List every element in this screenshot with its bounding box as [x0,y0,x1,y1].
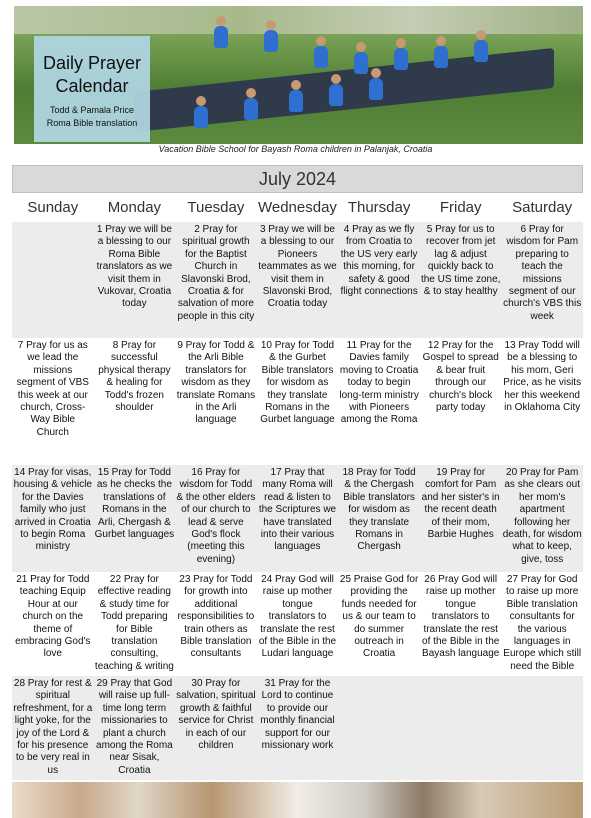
photo-child [329,84,343,106]
weekday-thursday: Thursday [347,199,411,216]
weekday-tuesday: Tuesday [187,199,245,216]
calendar-day-21: 21 Pray for Todd teaching Equip Hour at our church on the theme of embracing God's love [15,574,91,660]
title-line-2: Calendar [55,76,129,96]
calendar-day-14: 14 Pray for visas, housing & vehicle for the Davies family who just arrived in Croatia to begin Roma ministry [12,465,94,572]
photo-background [14,6,583,34]
calendar-day-20: 20 Pray for Pam as she clears out her mom's apartment following her death, for wisdom what to keep, give, toss [501,465,583,572]
photo-child [194,106,208,128]
photo-child [214,26,228,48]
weekday-monday: Monday [107,199,162,216]
calendar-day-16: 16 Pray for wisdom for Todd & the other elders of our church to lead & serve God's flock (meeting this evening) [175,465,257,572]
photo-child [369,78,383,100]
calendar-day-19: 19 Pray for comfort for Pam and her sister's in the recent death of their mom, Barbie Hughes [420,465,502,572]
calendar-day-10: 10 Pray for Todd & the Gurbet Bible translators for wisdom as they translate Romans in the Gurbet language [260,340,335,426]
calendar-cell-empty [420,676,502,780]
calendar-cell-empty [12,222,94,338]
calendar-day-31: 31 Pray for the Lord to continue to provide our monthly financial support for our missionary work [257,676,339,780]
calendar-day-7: 7 Pray for us as we lead the missions segment of VBS this week at our church, Cross-Way Bible Church [16,340,89,438]
calendar-day-26: 26 Pray God will raise up mother tongue translators to translate the rest of the Bible in the Bayash language [422,574,500,660]
month-title: July 2024 [12,165,583,193]
calendar-day-1: 1 Pray we will be a blessing to our Roma Bible translators as we visit them in Vukovar, Croatia today [94,222,176,338]
calendar-day-25: 25 Praise God for providing the funds needed for us & our team to do summer outreach in Croatia [339,574,419,660]
title-text [34,52,150,98]
title-line-1: Daily Prayer [42,53,142,73]
calendar-day-5: 5 Pray for us to recover from jet lag & adjust quickly back to the US time zone, & to stay healthy [420,222,502,338]
footer-photo-strip [12,782,583,818]
photo-child [474,40,488,62]
calendar-day-8: 8 Pray for successful physical therapy & healing for Todd's frozen shoulder [98,340,171,414]
photo-child [314,46,328,68]
calendar-day-24: 24 Pray God will raise up mother tongue translators to translate the rest of the Bible in the Ludari language [258,574,337,660]
calendar-day-9: 9 Pray for Todd & the Arli Bible translators for wisdom as they translate Romans in the Arli language [176,340,256,426]
calendar-day-28: 28 Pray for rest & spiritual refreshment, for a light yoke, for the joy of the Lord & for his presence to be very real in us [12,676,94,780]
photo-child [289,90,303,112]
calendar-day-15: 15 Pray for Todd as he checks the translations of Romans in the Arli, Chergash & Gurbet languages [94,465,176,572]
calendar-day-13: 13 Pray Todd will be a blessing to his mom, Geri Price, as he visits her this weekend in Oklahoma City [503,340,582,414]
calendar-day-3: 3 Pray we will be a blessing to our Pioneers teammates as we visit them in Slavonski Brod, Croatia today [257,222,339,338]
weekday-wednesday: Wednesday [257,199,337,216]
calendar-day-6: 6 Pray for wisdom for Pam preparing to teach the missions segment of our church's VBS this week [501,222,583,338]
calendar-day-17: 17 Pray that many Roma will read & listen to the Scriptures we have translated into their various languages [257,465,339,572]
calendar-day-27: 27 Pray for God to raise up more Bible translation consultants for the various languages in Europe which still need the Bible [503,574,582,672]
calendar-day-30: 30 Pray for salvation, spiritual growth & faithful service for Christ in each of our children [175,676,257,780]
calendar-cell-empty [338,676,420,780]
photo-child [264,30,278,52]
photo-child [434,46,448,68]
subtitle-text [34,104,150,130]
weekday-sunday: Sunday [27,199,79,216]
calendar-day-4: 4 Pray as we fly from Croatia to the US very early this morning, for safety & good flight connections [338,222,420,338]
weekday-friday: Friday [439,199,482,216]
photo-caption: Vacation Bible School for Bayash Roma children in Palanjak, Croatia [158,144,433,154]
calendar-day-29: 29 Pray that God will raise up full-time long term missionaries to plant a church among the Roma near Sisak, Croatia [94,676,176,780]
calendar-day-18: 18 Pray for Todd & the Chergash Bible translators for wisdom as they translate Romans in Chergash [338,465,420,572]
photo-child [244,98,258,120]
project-name: Roma Bible translation [46,118,138,128]
calendar-day-11: 11 Pray for the Davies family moving to Croatia today to begin long-term ministry with Pioneers among the Roma [339,340,419,426]
photo-child [354,52,368,74]
header-photo [14,6,583,144]
calendar-day-2: 2 Pray for spiritual growth for the Baptist Church in Slavonski Brod, Croatia & for salvation of more people in this city [175,222,257,338]
calendar-cell-empty [501,676,583,780]
calendar-day-22: 22 Pray for effective reading & study time for Todd preparing for Bible translation consulting, teaching & writing [94,574,174,672]
calendar-day-23: 23 Pray for Todd for growth into additional responsibilities to train others as Bible translation consultants [177,574,255,660]
weekday-saturday: Saturday [512,199,573,216]
photo-child [394,48,408,70]
calendar-day-12: 12 Pray for the Gospel to spread & bear fruit through our church's block party today [422,340,499,414]
title-box [34,36,150,142]
author-names: Todd & Pamala Price [49,105,135,115]
